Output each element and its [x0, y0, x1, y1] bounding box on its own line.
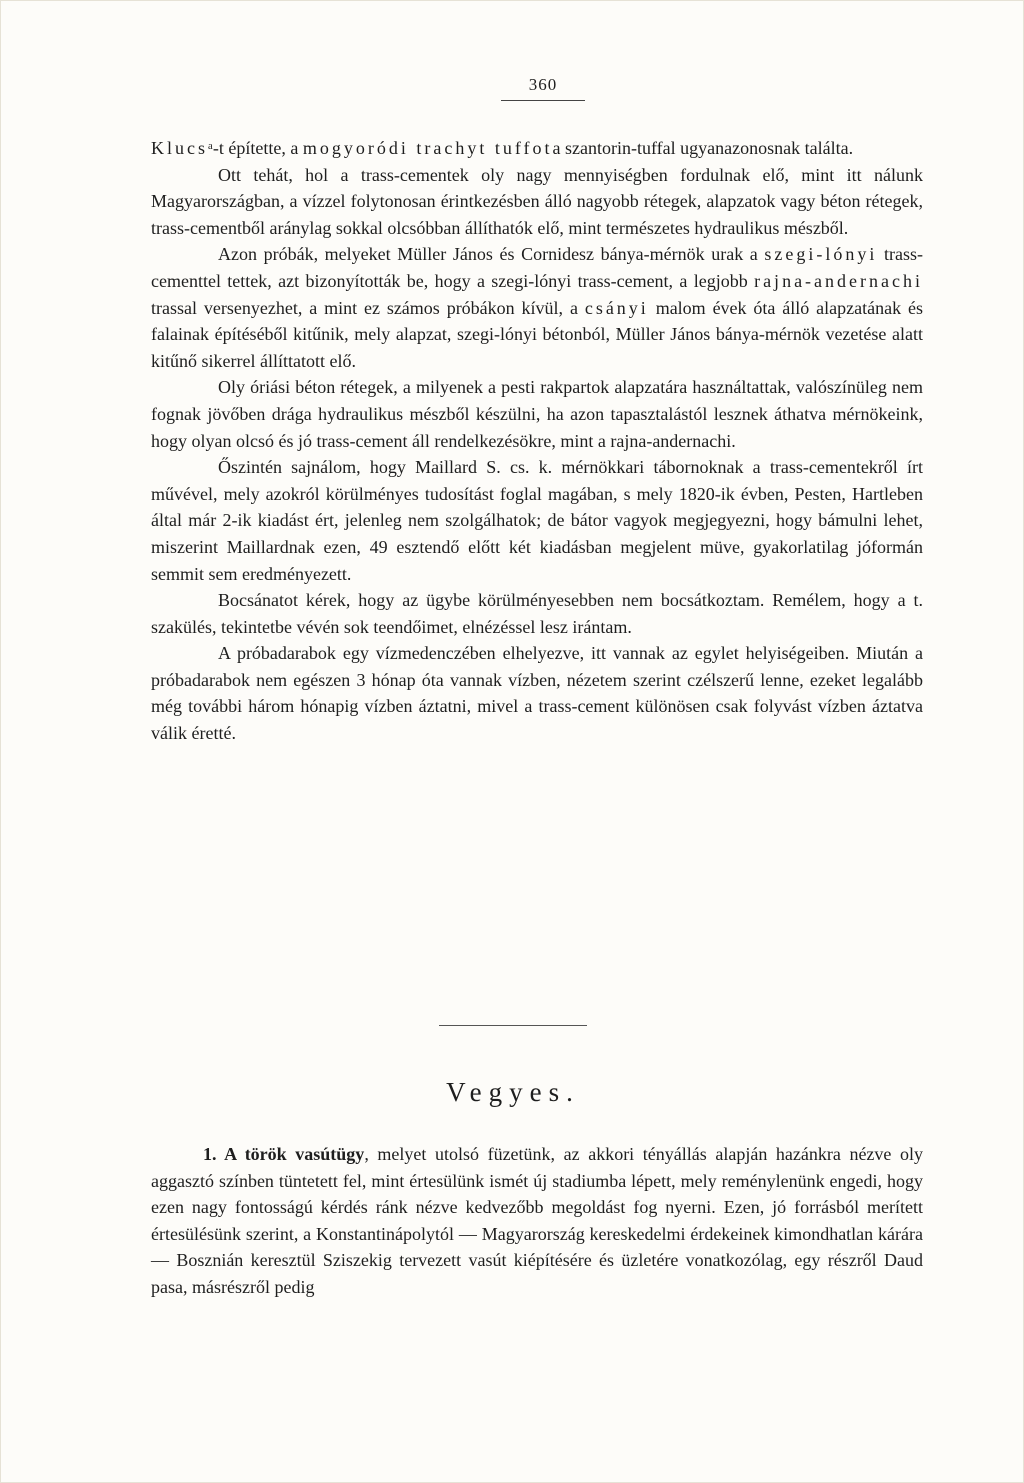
text-run: szegi-lónyi: [764, 244, 878, 265]
page-number: 360: [528, 75, 558, 94]
section-divider: [439, 1025, 587, 1026]
text-run: mogyoródi trachyt tuffot: [302, 138, 553, 158]
text-run: ᵃ-t építette, a: [208, 138, 303, 158]
text-run: rajna-andernachi: [754, 270, 923, 291]
text-run: 1. A török vasútügy: [203, 1144, 365, 1164]
paragraph: [151, 374, 923, 454]
paragraph: [151, 640, 923, 746]
text-run: malom évek óta álló alapzatának és falainak építéséből kitűnik, mely alapzat, szegi-lónyi bétonból, Müller János bánya-mérnök vezetése alatt kitűnő sikerrel állíttatott elő.: [151, 297, 923, 371]
section-text: [151, 1141, 923, 1301]
text-run: Őszintén sajnálom, hogy Maillard S. cs. k. mérnökkari tábornoknak a trass-cementekről írt művével, mely azokról körülményes tudosítást foglal magában, s mely 1820-ik évben, Pesten, Hartleben által már 2-ik kiadást ért, jelenleg nem szolgálhatok; de bátor vagyok megjegyezni, hogy bámulni lehet, miszerint Maillardnak ezen, 49 esztendő előtt két kiadásban megjelent müve, gyakorlatilag jóformán semmit sem eredményezett.: [151, 457, 923, 584]
paragraph: [151, 1141, 923, 1301]
text-run: Ott tehát, hol a trass-cementek oly nagy mennyiségben fordulnak elő, mint itt nálunk Magyarországban, a vízzel folytonosan érintkezésben álló nagyobb rétegek, alapzatok vagy béton rétegek, trass-cementből aránylag sokkal olcsóbban állíthatók elő, mint természetes hydraulikus mészből.: [151, 164, 923, 238]
text-run: csányi: [584, 297, 649, 318]
text-run: , melyet utolsó füzetünk, az akkori tényállás alapján hazánkra nézve oly aggasztó színben tüntetett fel, mint értesülünk ismét új stadiumba lépett, mely reménylenünk engedi, hogy ezen nagy fontosságú kérdés ránk nézve kedvezőbb megoldást fog nyerni. Ezen, jó forrásból merített értesülésünk szerint, a Konstantinápolytól — Magyarország kereskedelmi érdekeinek kimondhatlan kárára — Bosznián keresztül Sziszekig tervezett vasút kiépítésére és üzletére vonatkozólag, egy részről Daud pasa, másrészről pedig: [151, 1144, 924, 1297]
text-run: trassal versenyezhet, a mint ez számos próbákon kívül, a: [151, 297, 585, 318]
paragraph: [151, 162, 923, 242]
text-run: Azon próbák, melyeket Müller János és Cornidesz bánya-mérnök urak a: [218, 244, 765, 265]
text-run: a szantorin-tuffal ugyanazonosnak találta.: [552, 138, 854, 158]
section-title: Vegyes.: [446, 1077, 580, 1107]
text-run: Bocsánatot kérek, hogy az ügybe körülményesebben nem bocsátkoztam. Remélem, hogy a t. szakülés, tekintetbe vévén sok teendőimet, elnézéssel lesz irántam.: [151, 590, 923, 637]
paragraph: [151, 135, 923, 162]
paragraph: [151, 241, 923, 374]
paragraph: [151, 454, 923, 587]
text-run: A próbadarabok egy vízmedenczében elhelyezve, itt vannak az egylet helyiségeiben. Miután a próbadarabok nem egészen 3 hónap óta vannak vízben, nézetem szerint czélszerű lenne, ezeket legalább még további három hónapig vízben áztatni, mivel a trass-cement különösen csak folyvást vízben áztatva válik éretté.: [151, 643, 923, 744]
text-run: Oly óriási béton rétegek, a milyenek a pesti rakpartok alapzatára használtattak, valószínüleg nem fognak jövőben drága hydraulikus mészből készülni, ha azon tapasztalástól lesznek áthatva mérnökeink, hogy olyan olcsó és jó trass-cement áll rendelkezésökre, mint a rajna-andernachi.: [151, 377, 923, 451]
page-number-rule: [501, 100, 585, 101]
text-run: Klucs: [151, 138, 208, 158]
paragraph: [151, 587, 923, 640]
body-text: [151, 135, 923, 747]
text-run: trass-cementtel tettek, azt bizonyították be, hogy a szegi-lónyi trass-cement, a legjobb: [151, 244, 923, 291]
